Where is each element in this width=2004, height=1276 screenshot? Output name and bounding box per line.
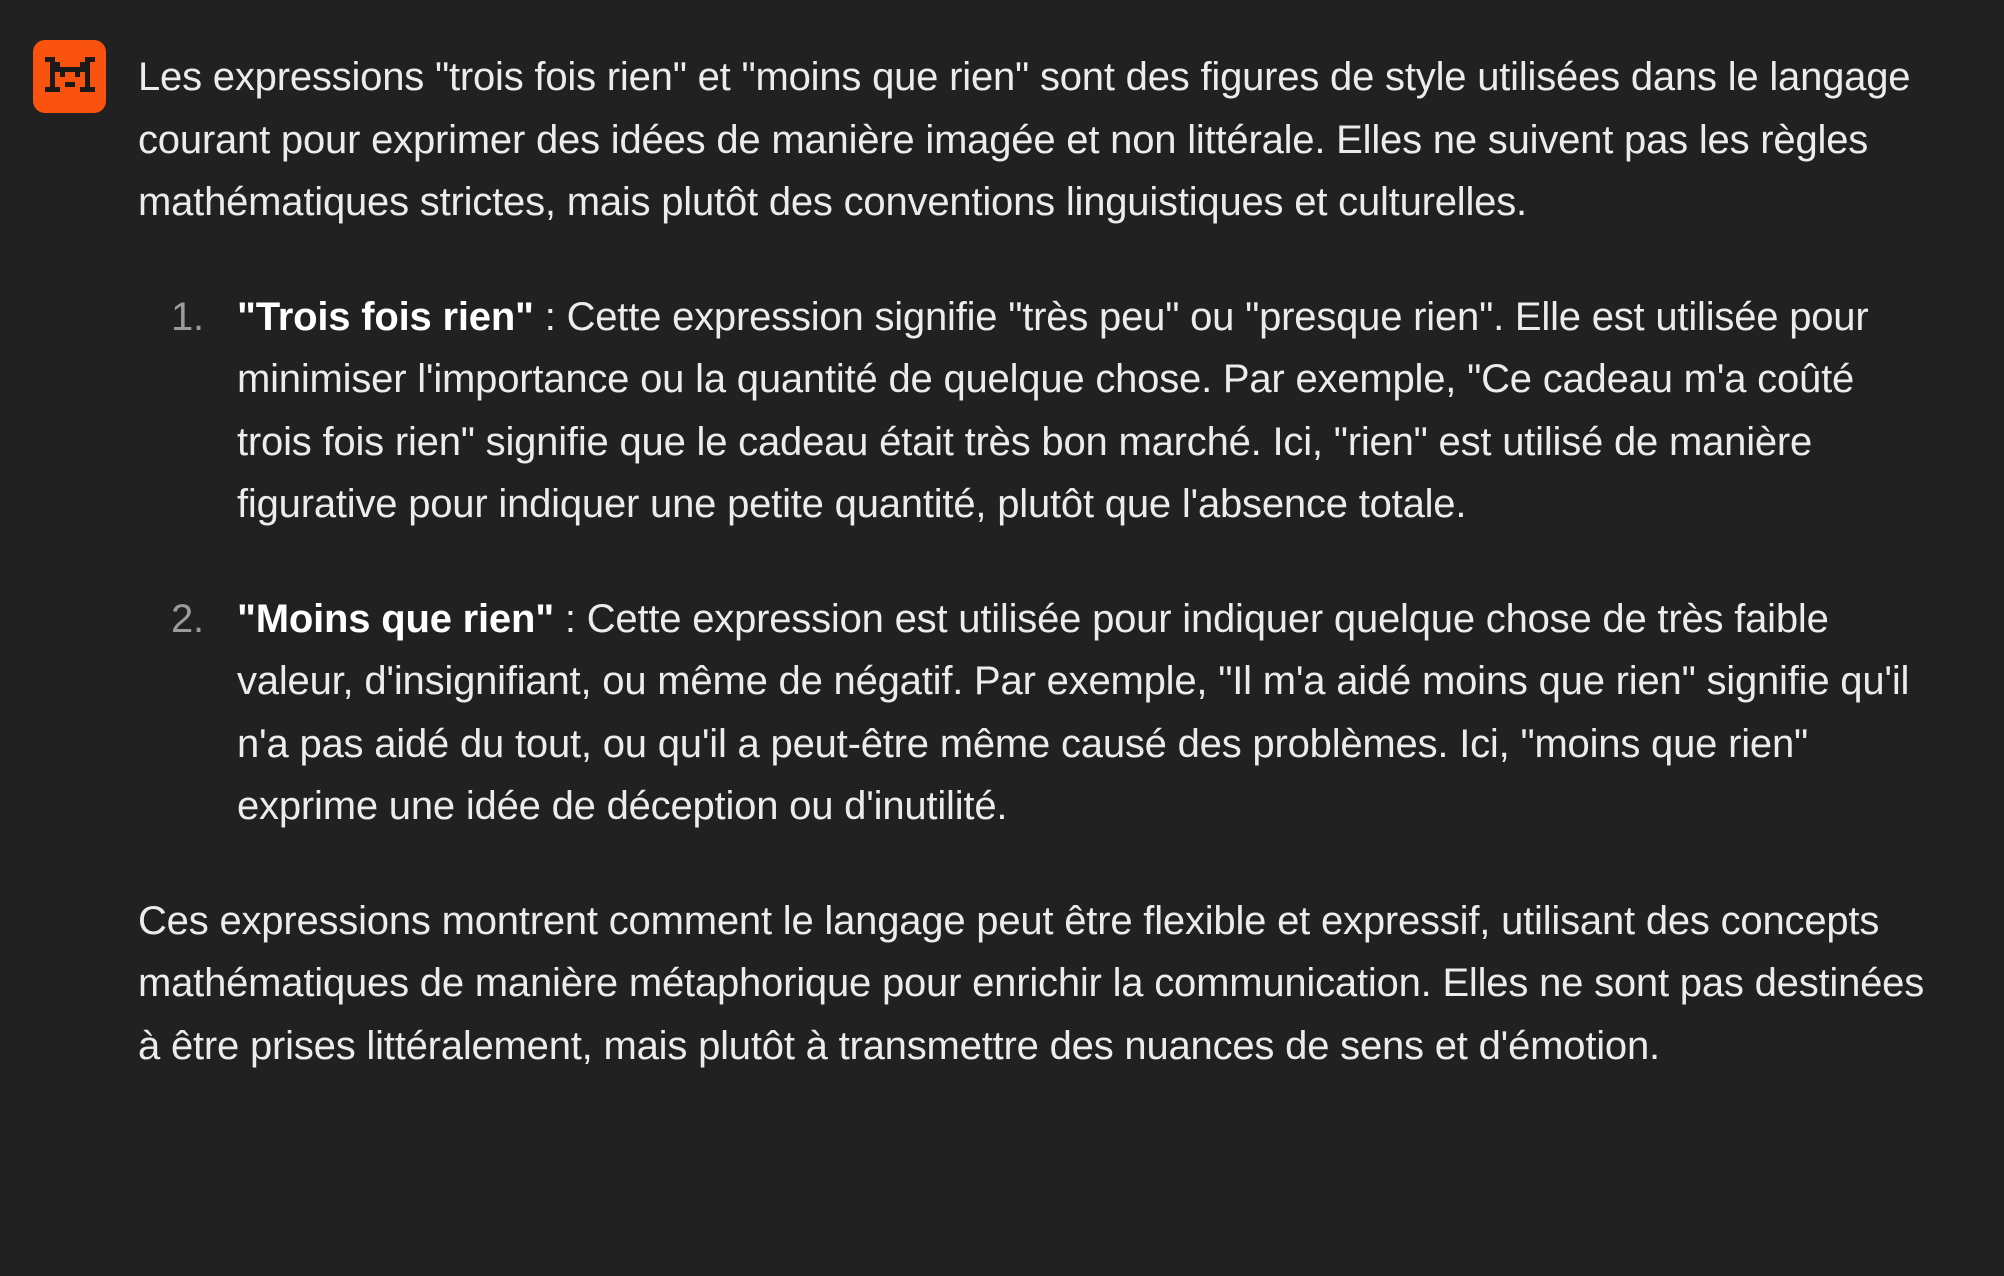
list-item-number: 2. bbox=[171, 596, 204, 641]
expression-list bbox=[138, 286, 1938, 838]
list-item-term: "Trois fois rien" bbox=[237, 294, 534, 339]
list-item-text: : Cette expression signifie "très peu" ou "presque rien". Elle est utilisée pour minimiser l'importance ou la quantité de quelque chose. Par exemple, "Ce cadeau m'a coûté trois fois rien" signifie que le cadeau était très bon marché. Ici, "rien" est utilisé de manière figurative pour indiquer une petite quantité, plutôt que l'absence totale. bbox=[237, 294, 1869, 526]
mistral-logo-icon bbox=[45, 56, 95, 98]
assistant-avatar bbox=[33, 40, 106, 113]
list-item-term: "Moins que rien" bbox=[237, 596, 554, 641]
message-conclusion-paragraph: Ces expressions montrent comment le langage peut être flexible et expressif, utilisant des concepts mathématiques de manière métaphorique pour enrichir la communication. Elles ne sont pas destinées à être prises littéralement, mais plutôt à transmettre des nuances de sens et d'émotion. bbox=[138, 898, 1925, 1068]
list-item-text: : Cette expression est utilisée pour indiquer quelque chose de très faible valeur, d'insignifiant, ou même de négatif. Par exemple, "Il m'a aidé moins que rien" signifie qu'il n'a pas aidé du tout, ou qu'il a peut-être même causé des problèmes. Ici, "moins que rien" exprime une idée de déception ou d'inutilité. bbox=[237, 596, 1910, 828]
list-item bbox=[171, 286, 1938, 536]
list-item-number: 1. bbox=[171, 294, 204, 339]
assistant-message bbox=[138, 46, 1938, 1077]
message-intro-paragraph: Les expressions "trois fois rien" et "moins que rien" sont des figures de style utilisées dans le langage courant pour exprimer des idées de manière imagée et non littérale. Elles ne suivent pas les règles mathématiques strictes, mais plutôt des conventions linguistiques et culturelles. bbox=[138, 55, 1911, 224]
list-item bbox=[171, 588, 1938, 838]
